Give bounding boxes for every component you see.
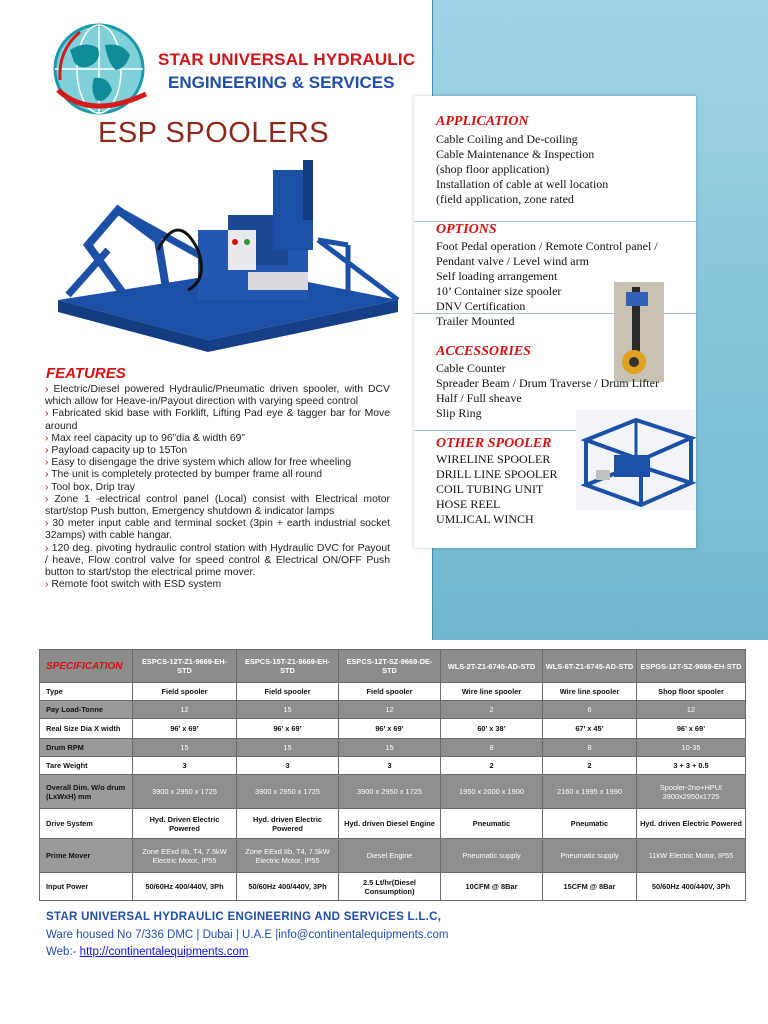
table-cell: Wire line spooler — [543, 683, 637, 701]
application-line: Cable Coiling and De-coiling — [436, 132, 578, 146]
features-heading: FEATURES — [46, 365, 126, 382]
table-cell: 6 — [543, 701, 637, 719]
row-label: Overall Dim. W/o drum (LxWxH) mm — [40, 775, 133, 809]
table-header-row — [40, 650, 746, 683]
feature-item: › Zone 1 -electrical control panel (Local) consist with Electrical motor start/stop Push button, Emergency shutdown & indicator lamps — [45, 494, 390, 518]
table-cell: Pneumatic supply — [441, 839, 543, 873]
accessories-line: Spreader Beam / Drum Traverse / Drum Lifter — [436, 376, 659, 390]
table-cell: 50/60Hz 400/440V, 3Ph — [237, 873, 339, 901]
table-cell: Hyd. driven Electric Powered — [237, 809, 339, 839]
accessories-heading: ACCESSORIES — [436, 344, 531, 359]
accessories-line: Half / Full sheave — [436, 391, 522, 405]
table-cell: Wire line spooler — [441, 683, 543, 701]
feature-item: › The unit is completely protected by bumper frame all round — [45, 469, 390, 481]
table-row — [40, 701, 746, 719]
feature-item: › Electric/Diesel powered Hydraulic/Pneumatic driven spooler, with DCV which allow for Heave-in/Payout direction with varying speed control — [45, 384, 390, 408]
application-line: (shop floor application) — [436, 162, 550, 176]
table-cell: 60’ x 38’ — [441, 719, 543, 739]
table-cell: 3900 x 2950 x 1725 — [133, 775, 237, 809]
info-card — [414, 96, 696, 548]
table-cell: 15 — [237, 701, 339, 719]
accessory-photo — [614, 282, 664, 382]
table-cell: Hyd. driven Diesel Engine — [339, 809, 441, 839]
feature-item: › Easy to disengage the drive system which allow for free wheeling — [45, 457, 390, 469]
other-spooler-line: WIRELINE SPOOLER — [436, 452, 551, 466]
specification-label: SPECIFICATION — [40, 650, 133, 683]
model-header: WLS-2T-Z1-6745-AD-STD — [441, 650, 543, 683]
table-cell: 12 — [133, 701, 237, 719]
table-cell: 2 — [543, 757, 637, 775]
row-label: Real Size Dia X width — [40, 719, 133, 739]
company-name-line2: ENGINEERING & SERVICES — [168, 73, 395, 92]
footer-company-name: STAR UNIVERSAL HYDRAULIC ENGINEERING AND SERVICES L.L.C, — [46, 911, 442, 923]
table-cell: Pneumatic — [543, 809, 637, 839]
table-row — [40, 873, 746, 901]
accessories-line: Slip Ring — [436, 406, 482, 420]
feature-item: › Payload capacity up to 15Ton — [45, 445, 390, 457]
table-cell: 96’ x 69’ — [637, 719, 746, 739]
row-label: Pay Load-Tonne — [40, 701, 133, 719]
feature-item: › Max reel capacity up to 96”dia & width 69” — [45, 433, 390, 445]
options-line: DNV Certification — [436, 299, 526, 313]
options-line: Pendant valve / Level wind arm — [436, 254, 589, 268]
row-label: Prime Mover — [40, 839, 133, 873]
table-cell: 12 — [339, 701, 441, 719]
model-header: ESPCS-12T-Z1-9669-EH-STD — [133, 650, 237, 683]
table-cell: 3900 x 2950 x 1725 — [339, 775, 441, 809]
row-label: Drum RPM — [40, 739, 133, 757]
table-row — [40, 719, 746, 739]
table-cell: Zone EExd IIb, T4, 7.5kW Electric Motor, IP55 — [237, 839, 339, 873]
application-line: (field application, zone rated — [436, 192, 574, 206]
other-spooler-photo — [576, 410, 696, 510]
model-header: WLS-6T-Z1-6745-AD-STD — [543, 650, 637, 683]
options-line: Trailer Mounted — [436, 314, 515, 328]
table-cell: 3900 x 2950 x 1725 — [237, 775, 339, 809]
row-label: Drive System — [40, 809, 133, 839]
application-heading: APPLICATION — [436, 114, 529, 129]
table-cell: 96’ x 69’ — [237, 719, 339, 739]
other-spooler-line: COIL TUBING UNIT — [436, 482, 544, 496]
table-cell: 10-35 — [637, 739, 746, 757]
table-cell: 2 — [441, 701, 543, 719]
spooler-machine-image — [48, 150, 404, 362]
table-cell: 8 — [441, 739, 543, 757]
table-cell: Zone EExd IIb, T4, 7.5kW Electric Motor, IP55 — [133, 839, 237, 873]
other-spooler-heading: OTHER SPOOLER — [436, 436, 552, 451]
features-list — [45, 384, 390, 591]
footer-address: Ware housed No 7/336 DMC | Dubai | U.A.E |info@continentalequipments.com — [46, 929, 449, 941]
table-cell: 3 + 3 + 0.5 — [637, 757, 746, 775]
feature-item: › Tool box, Drip tray — [45, 482, 390, 494]
feature-item: › 120 deg. pivoting hydraulic control station with Hydraulic DVC for Payout / heave, Flow control valve for speed control & Electrical ON/OFF Push button to start/stop the electrical prime mover. — [45, 543, 390, 580]
website-link[interactable]: http://continentalequipments.com — [79, 946, 249, 958]
footer-web — [46, 946, 248, 958]
table-cell: 3 — [133, 757, 237, 775]
table-cell: 2.5 Lt/hr(Diesel Consumption) — [339, 873, 441, 901]
table-cell: Field spooler — [339, 683, 441, 701]
table-cell: Field spooler — [237, 683, 339, 701]
application-line: Cable Maintenance & Inspection — [436, 147, 595, 161]
product-title: ESP SPOOLERS — [98, 117, 330, 149]
table-cell: 8 — [543, 739, 637, 757]
options-heading: OPTIONS — [436, 222, 497, 237]
feature-item: › Remote foot switch with ESD system — [45, 579, 390, 591]
table-cell: Diesel Engine — [339, 839, 441, 873]
table-cell: 96’ x 69’ — [339, 719, 441, 739]
table-cell: 2160 x 1995 x 1990 — [543, 775, 637, 809]
globe-logo-icon — [50, 20, 148, 118]
model-header: ESPGS-12T-SZ-9669-EH-STD — [637, 650, 746, 683]
table-row — [40, 683, 746, 701]
other-spooler-line: DRILL LINE SPOOLER — [436, 467, 558, 481]
table-cell: 96’ x 69’ — [133, 719, 237, 739]
table-cell: 12 — [637, 701, 746, 719]
options-line: Foot Pedal operation / Remote Control panel / — [436, 239, 658, 253]
table-row — [40, 757, 746, 775]
table-row — [40, 839, 746, 873]
table-cell: Pneumatic supply — [543, 839, 637, 873]
table-cell: 15 — [133, 739, 237, 757]
model-header: ESPCS-12T-SZ-9669-DE-STD — [339, 650, 441, 683]
table-cell: Field spooler — [133, 683, 237, 701]
other-spooler-line: HOSE REEL — [436, 497, 501, 511]
table-cell: Shop floor spooler — [637, 683, 746, 701]
row-label: Input Power — [40, 873, 133, 901]
accessories-line: Cable Counter — [436, 361, 506, 375]
table-cell: 11kW Electric Motor, IP55 — [637, 839, 746, 873]
feature-item: › 30 meter input cable and terminal socket (3pin + earth industrial socket 32amps) with cable hangar. — [45, 518, 390, 542]
table-cell: 3 — [339, 757, 441, 775]
application-line: Installation of cable at well location — [436, 177, 609, 191]
other-spooler-line: UMLICAL WINCH — [436, 512, 534, 526]
options-line: 10’ Container size spooler — [436, 284, 562, 298]
table-cell: 50/60Hz 400/440V, 3Ph — [133, 873, 237, 901]
model-header: ESPCS-15T-Z1-9669-EH-STD — [237, 650, 339, 683]
feature-item: › Fabricated skid base with Forklift, Lifting Pad eye & tagger bar for Move around — [45, 408, 390, 432]
table-cell: 15CFM @ 8Bar — [543, 873, 637, 901]
web-label: Web:- — [46, 946, 77, 958]
table-cell: Hyd. Driven Electric Powered — [133, 809, 237, 839]
row-label: Type — [40, 683, 133, 701]
options-line: Self loading arrangement — [436, 269, 558, 283]
company-name-line1: STAR UNIVERSAL HYDRAULIC — [158, 50, 416, 69]
table-cell: 15 — [237, 739, 339, 757]
specification-table — [39, 649, 746, 901]
table-row — [40, 775, 746, 809]
table-cell: 3 — [237, 757, 339, 775]
table-row — [40, 739, 746, 757]
table-cell: Pneumatic — [441, 809, 543, 839]
table-cell: 1950 x 2000 x 1900 — [441, 775, 543, 809]
table-cell: Spooler-2no+HPUI 3900x2950x1725 — [637, 775, 746, 809]
table-cell: 15 — [339, 739, 441, 757]
table-cell: 10CFM @ 8Bar — [441, 873, 543, 901]
table-cell: 67’ x 45’ — [543, 719, 637, 739]
row-label: Tare Weight — [40, 757, 133, 775]
table-cell: Hyd. driven Electric Powered — [637, 809, 746, 839]
table-cell: 2 — [441, 757, 543, 775]
table-cell: 50/60Hz 400/440V, 3Ph — [637, 873, 746, 901]
table-row — [40, 809, 746, 839]
